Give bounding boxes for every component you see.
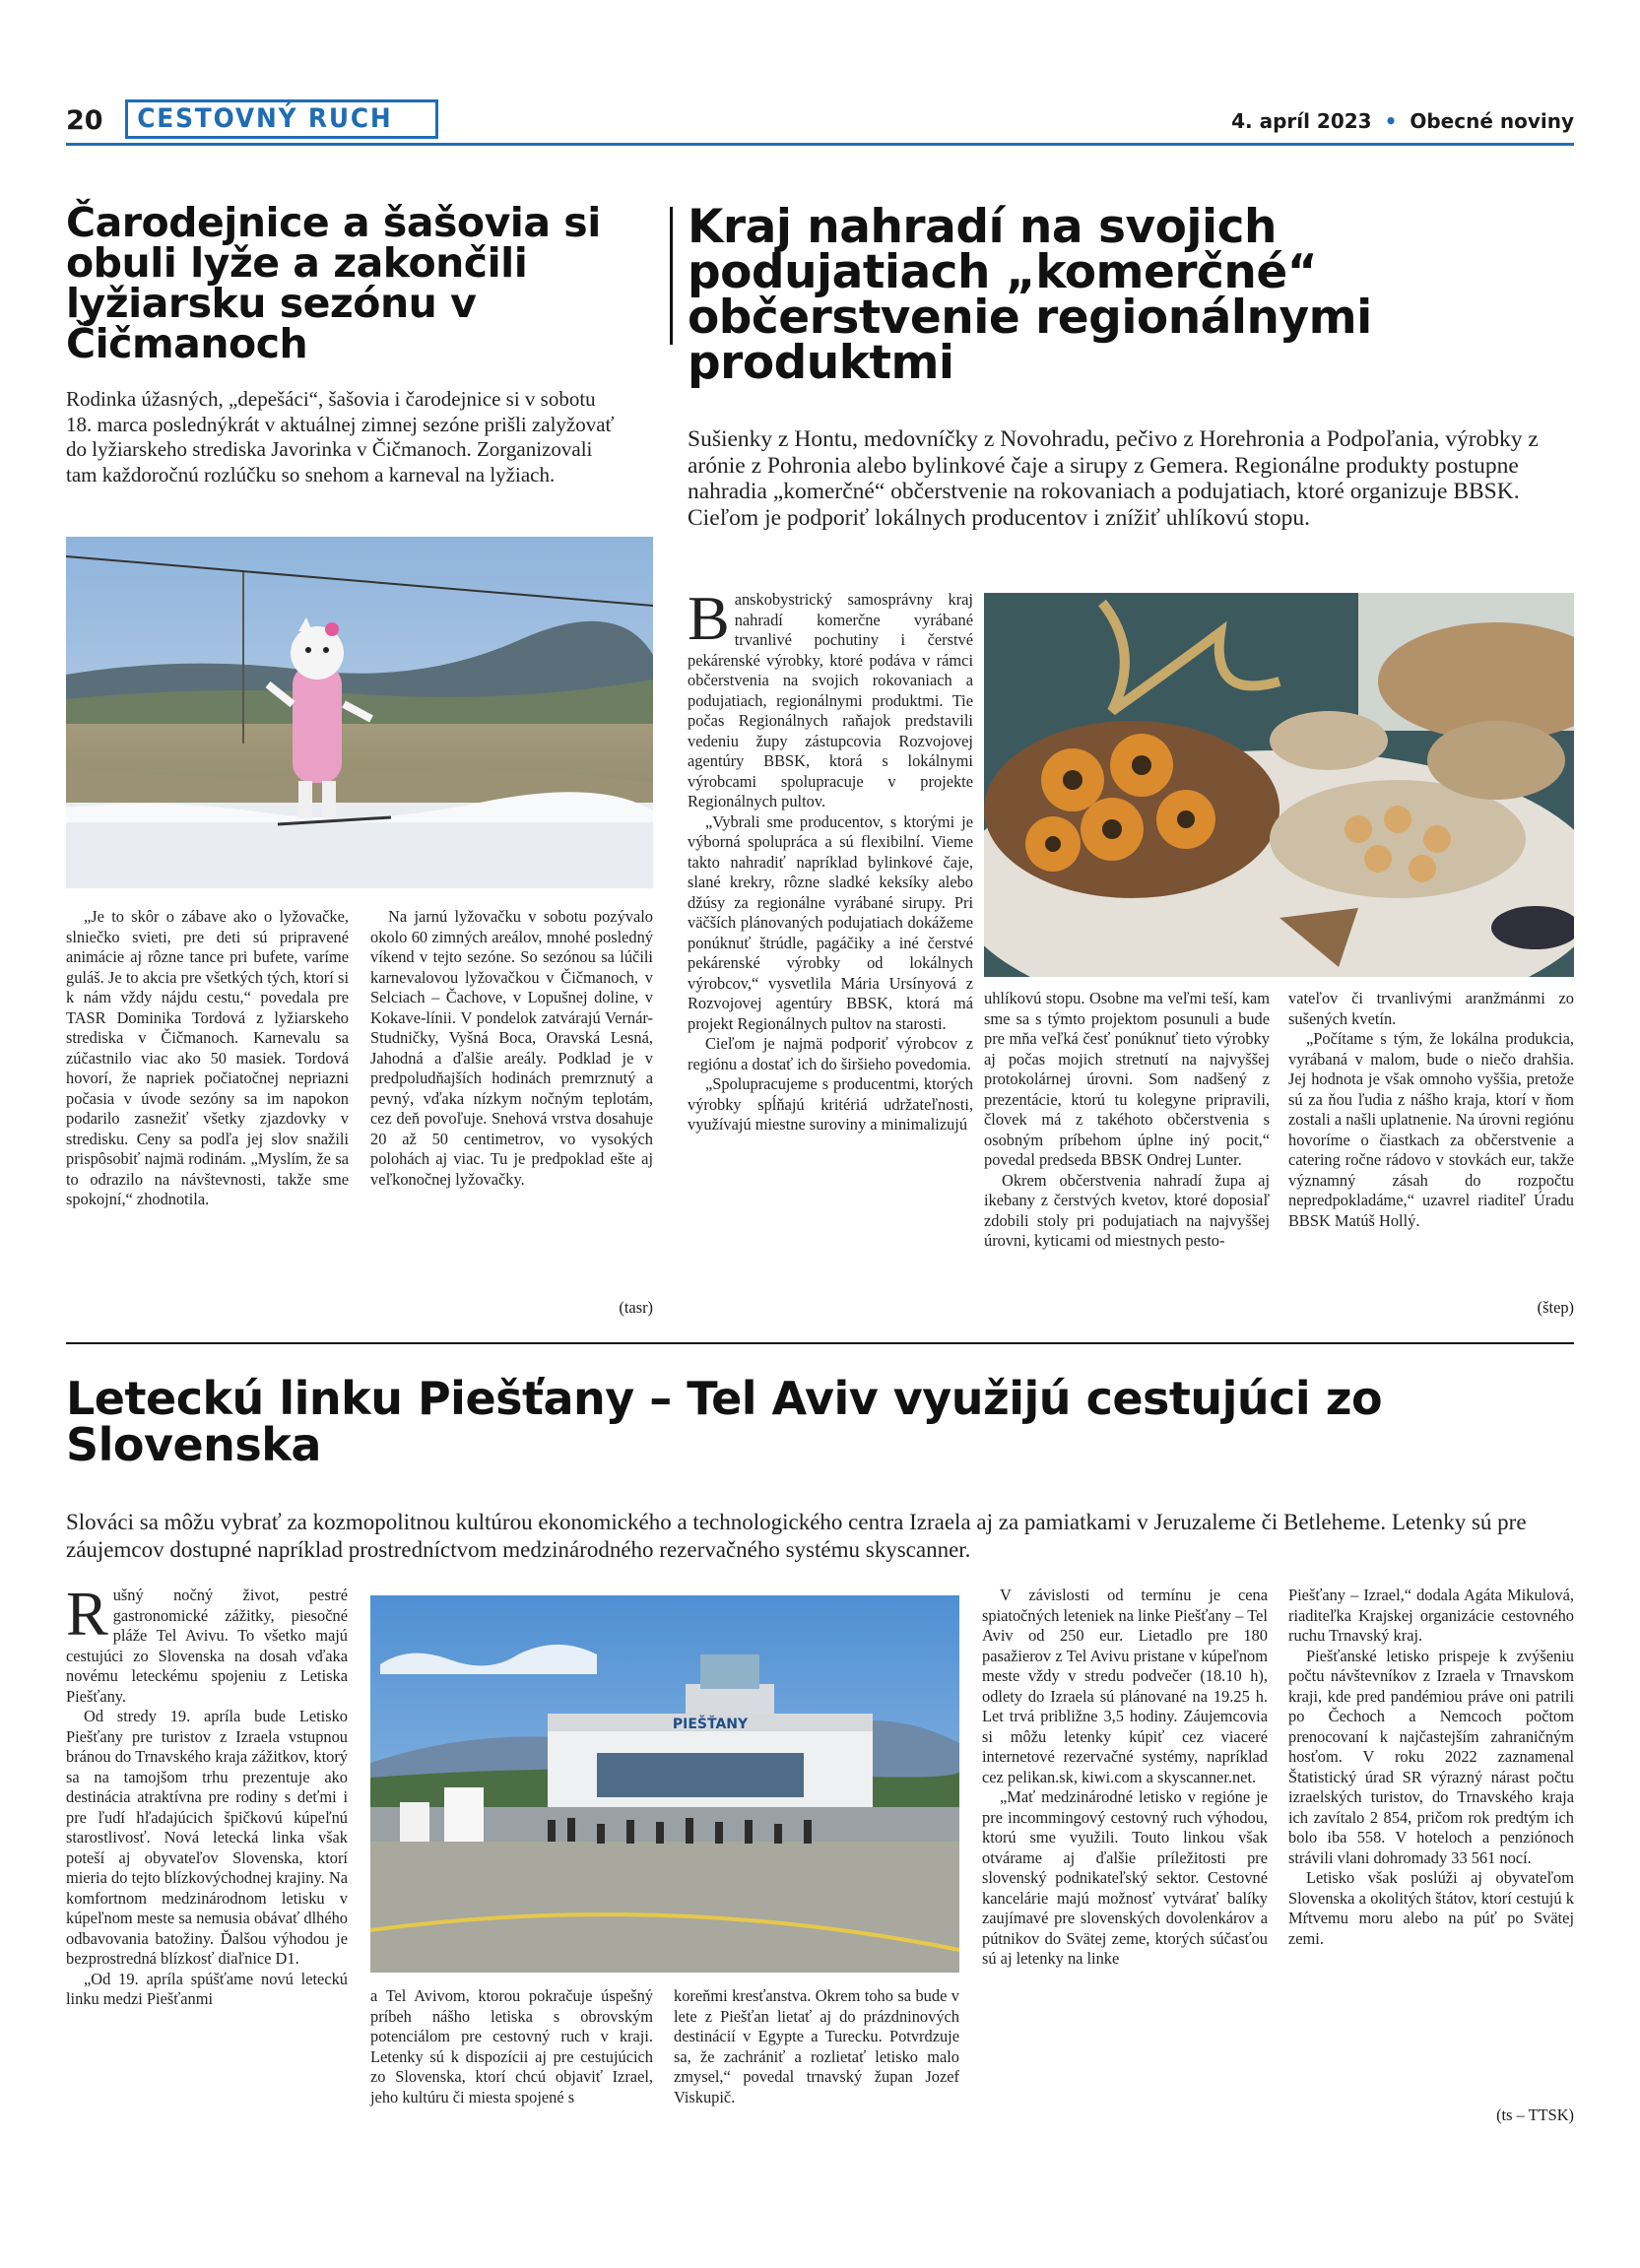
newspaper-name: Obecné noviny bbox=[1410, 109, 1574, 133]
article2-col1-par4: „Spolupracujeme s producentmi, ktorých výrobky spĺňajú kritériá udržateľnosti, využívajú miestne suroviny a minimalizujú bbox=[688, 1074, 973, 1134]
ski-slope-illustration bbox=[66, 537, 653, 888]
article3-column5 bbox=[1288, 1586, 1574, 1949]
article3-col5-par3: Letisko však poslúži aj obyvateľom Slovenska a okolitých štátov, ktorí cestujú k Mŕtvemu moru alebo na púť po Svätej zemi. bbox=[1288, 1868, 1574, 1948]
article1-column1 bbox=[66, 907, 349, 1210]
page-number: 20 bbox=[66, 105, 103, 136]
article2-column3 bbox=[1288, 989, 1574, 1231]
article2-lead: Sušienky z Hontu, medovníčky z Novohradu, pečivo z Horehronia a Podpoľania, výrobky z arónie z Pohronia alebo bylinkové čaje a sirupy z Gemera. Regionálne produkty postupne nahradia „komerčné“ občerstvenie na rokovaniach a podujatiach, ktoré organizuje BBSK. Cieľom je podporiť lokálnych producentov i znížiť uhlíkovú stopu. bbox=[688, 426, 1539, 531]
article2-col3-par2: „Počítame s tým, že lokálna produkcia, vyrábaná v malom, bude o niečo drahšia. Jej hodnota je však omnoho vyššia, pretože sú za ňou ľudia z nášho kraja, ktorí v ňom zostali a našli uplatnenie. Na úrovni regiónu hovoríme o čiastkach za občerstvenie a catering ročne rádovo v stovkách eur, takže významný zásah do rozpočtu nepredpokladáme,“ uzavrel riaditeľ Úradu BBSK Matúš Hollý. bbox=[1288, 1029, 1574, 1230]
article1-col2-text: Na jarnú lyžovačku v sobotu pozývalo okolo 60 zimných areálov, mnohé posledný víkend v tejto sezóne. So sezónou sa lúčili karnevalovou lyžovačkou v Čičmanoch, v Selciach – Čachove, v Lopušnej doline, v Kokave-línii. V pondelok zatvárajú Vernár-Studničky, Vyšná Boca, Oravská Lesná, Jahodná a ďalšie areály. Podklad je v predpoludňajších hodinách premrznutý a pevný, vďaka nízkym nočným teplotám, cez deň povoľuje. Snehová vrstva dosahuje 20 až 50 centimetrov, vo vysokých polohách aj viac. Tu je predpoklad ešte aj veľkonočnej lyžovačky. bbox=[370, 907, 653, 1189]
issue-date: 4. apríl 2023 bbox=[1231, 109, 1372, 133]
article2-col1-text: anskobystrický samosprávny kraj nahradí komerčne vyrábané trvanlivé pochutiny i čerstvé pekárenské výrobky, ktoré podáva v rámci občerstvenia na svojich rokovaniach a podujatiach, regionálnymi produktmi. Tie počas Regionálnych raňajok predstavili vedeniu župy zástupcovia Rozvojovej agentúry BBSK, ktorá s lokálnymi výrobcami spolupracuje v projekte Regionálnych pultov. bbox=[688, 590, 973, 810]
article2-col1-par3: Cieľom je najmä podporiť výrobcov z regiónu a dostať ich do širšieho povedomia. bbox=[688, 1034, 973, 1073]
article1-lead: Rodinka úžasných, „depešáci“, šašovia i čarodejnice si v sobotu 18. marca poslednýkrát v aktuálnej zimnej sezóne prišli zalyžovať do lyžiarskeho strediska Javorinka v Čičmanoch. Zorganizovali tam každoročnú rozlúčku so snehom a karneval na lyžiach. bbox=[66, 387, 615, 486]
article1-headline: Čarodejnice a šašovia si obuli lyže a zakončili lyžiarsku sezónu v Čičmanoch bbox=[66, 199, 601, 367]
article3-col1-text: ušný nočný život, pestré gastronomické zážitky, piesočné pláže Tel Avivu. To všetko majú cestujúci zo Slovenska na dosah vďaka novému leteckému spojeniu z Letiska Piešťany. bbox=[66, 1586, 348, 1706]
header-bullet: • bbox=[1384, 109, 1398, 133]
article3-signature: (ts – TTSK) bbox=[1496, 2106, 1574, 2124]
article3-headline: Leteckú linku Piešťany – Tel Aviv využijú cestujúci zo Slovenska bbox=[66, 1372, 1383, 1471]
article2-col1-par1 bbox=[688, 583, 973, 812]
article3-dropcap: R bbox=[66, 1579, 108, 1649]
article3-col5-par1: Piešťany – Izrael,“ dodala Agáta Mikulová, riaditeľka Krajskej organizácie cestovného ruchu Trnavský kraj. bbox=[1288, 1586, 1574, 1645]
article2-dropcap: B bbox=[688, 583, 730, 653]
article3-column4 bbox=[982, 1586, 1268, 1970]
section-label bbox=[125, 99, 438, 139]
article2-col2-par1: uhlíkovú stopu. Osobne ma veľmi teší, kam sme sa s týmto projektom posunuli a bude pre mňa veľká česť ponúknuť tieto výrobky aj počas mojich stretnutí na najvyššej protokolárnej úrovni. Som nadšený z prezentácie, ktorú tu kolegyne pripravili, človek má z takéhoto občerstvenia s osobným príbehom úplne iný pocit,“ povedal predseda BBSK Ondrej Lunter. bbox=[984, 989, 1270, 1169]
ski-carnival-photo bbox=[66, 537, 653, 888]
article3-col5-par2: Piešťanské letisko prispeje k zvýšeniu počtu návštevníkov z Izraela v Trnavskom kraji, kde pred pandémiou práve oni patrili po Čechoch a Nemcoch počtom prenocovaní k najčastejším zahraničným hosťom. V roku 2022 zaznamenal Štatistický úrad SR výrazný nárast počtu izraelských turistov, do Trnavského kraja ich zavítalo 2 854, pričom rok predtým ich bolo iba 558. V hoteloch a penziónoch strávili vlani dohromady 33 561 nocí. bbox=[1288, 1646, 1574, 1867]
airport-terminal-illustration bbox=[370, 1595, 959, 1973]
article3-col4-par1: V závislosti od termínu je cena spiatočných leteniek na linke Piešťany – Tel Aviv od 250 eur. Lietadlo pre 180 pasažierov z Tel Avivu pristane v kúpeľnom meste vždy v stredu podvečer (18.10 h), odlety do Izraela sú plánované na 19.25 h. Let trvá približne 3,5 hodiny. Záujemcovia si môžu letenky kúpiť cez viaceré internetové rezervačné systémy, napríklad cez pelikan.sk, kiwi.com a skyscanner.net. bbox=[982, 1586, 1268, 1786]
article2-headline: Kraj nahradí na svojich podujatiach „komerčné“ občerstvenie regionálnymi produktmi bbox=[688, 200, 1372, 390]
article2-column1 bbox=[688, 583, 973, 1135]
article2-col3-par1: vateľov či trvanlivými aranžmánmi zo sušených kvetín. bbox=[1288, 989, 1574, 1028]
article3-col3-text: koreňmi kresťanstva. Okrem toho sa bude v lete z Piešťan lietať aj do prázdninových destinácií v Egypte a Turecku. Potvrdzuje sa, že zachrániť a rozlietať letisko malo zmysel,“ povedal trnavský župan Jozef Viskupič. bbox=[674, 1986, 959, 2106]
article3-col1-par2: Od stredy 19. apríla bude Letisko Piešťany pre turistov z Izraela vstupnou bránou do Trnavského kraja zážitkov, ktorý sa na tamojšom trhu prezentuje ako destinácia atraktívna pre rodiny s deťmi i pre ľudí hľadajúcich špičkovú kúpeľnú starostlivosť. Nová letecká linka však poteší aj obyvateľov Slovenska, ktorí mieria do tejto blízkovýchodnej krajiny. Na komfortnom medzinárodnom letisku v kúpeľnom meste sa nemusia obávať dlhého odbavovania batožiny. Ďalšou výhodou je bezprostredná blízkosť diaľnice D1. bbox=[66, 1707, 348, 1968]
regional-products-photo bbox=[984, 593, 1574, 977]
article3-lead: Slováci sa môžu vybrať za kozmopolitnou kultúrou ekonomického a technologického centra Izraela aj za pamiatkami v Jeruzaleme či Betleheme. Letenky sú pre záujemcov dostupné napríklad prostredníctvom medzinárodného rezervačného systému skyscanner. bbox=[66, 1510, 1527, 1562]
article3-col1-par1 bbox=[66, 1579, 348, 1707]
article3-col4-par2: „Mať medzinárodné letisko v regióne je pre incommingový cestovný ruch výhodou, ktorú sme využili. Touto linkou však otvárame aj ďalšie príležitosti pre slovenský podnikateľský sektor. Cestovné kancelárie majú možnosť vytvárať balíky zaujímavé pre slovenských dovolenkárov a pútnikov do Svätej zeme, ktorých súčasťou sú aj letenky na linke bbox=[982, 1787, 1268, 1968]
article2-signature: (štep) bbox=[1537, 1298, 1574, 1317]
airport-photo bbox=[370, 1595, 959, 1973]
article1-signature: (tasr) bbox=[619, 1298, 653, 1317]
article-separator bbox=[66, 1342, 1574, 1344]
article3-col1-par3: „Od 19. apríla spúšťame novú leteckú linku medzi Piešťanmi bbox=[66, 1969, 348, 2008]
article3-column3 bbox=[674, 1986, 959, 2107]
header-date-line bbox=[1231, 109, 1574, 133]
article3-col2-text: a Tel Avivom, ktorou pokračuje úspešný príbeh nášho letiska s obrovským potenciálom pre cestovný ruch v kraji. Letenky sú k dispozícii aj pre cestujúcich zo Slovenska, ktorí chcú objaviť Izrael, jeho kultúru či miesta spojené s bbox=[370, 1986, 653, 2106]
article3-column1 bbox=[66, 1579, 348, 2010]
article2-col2-par2: Okrem občerstvenia nahradí župa aj ikebany z čerstvých kvetov, ktoré doposiaľ zdobili stoly pri podujatiach na najvyššej úrovni, kyticami od miestnych pesto- bbox=[984, 1170, 1270, 1250]
column-divider bbox=[670, 207, 673, 345]
airport-sign: PIEŠŤANY bbox=[672, 1717, 749, 1732]
article1-column2 bbox=[370, 907, 653, 1190]
pastry-table-illustration bbox=[984, 593, 1574, 977]
article3-column2 bbox=[370, 1986, 653, 2107]
section-label-text: CESTOVNÝ RUCH bbox=[137, 103, 393, 134]
article2-col1-par2: „Vybrali sme producentov, s ktorými je výborná spolupráca a sú flexibilní. Vieme takto nahradiť napríklad bylinkové čaje, slané krekry, rôzne sladké keksíky alebo džúsy za regionálne vyrábané sirupy. Pri väčších plánovaných podujatiach dokážeme ponúknuť štrúdle, pagáčiky a iné čerstvé pekárenské výrobky od lokálnych výrobcov,“ vysvetlila Mária Ursínyová z Rozvojovej agentúry BBSK, ktorá má projekt Regionálnych pultov na starosti. bbox=[688, 811, 973, 1033]
article2-column2 bbox=[984, 989, 1270, 1252]
article1-col1-text: „Je to skôr o zábave ako o lyžovačke, slniečko svieti, pre deti sú pripravené animácie aj rôzne tance pri bufete, varíme guláš. Je to akcia pre všetkých tých, ktorí si k nám vždy nájdu cestu,“ povedala pre TASR Dominika Tordová z lyžiarskeho strediska v Čičmanoch. Karnevalu sa zúčastnilo viac ako 50 masiek. Tordová hovorí, že napriek počiatočnej nepriazni počasia v úvode sezóny sa im napokon podarilo zasnežiť všetky zjazdovky v stredisku. Ceny sa podľa jej slov snažili prispôsobiť najmä rodinám. „Myslím, že sa to odrazilo na návštevnosti, takže sme spokojní,“ zhodnotila. bbox=[66, 907, 349, 1208]
header-rule bbox=[66, 143, 1574, 146]
